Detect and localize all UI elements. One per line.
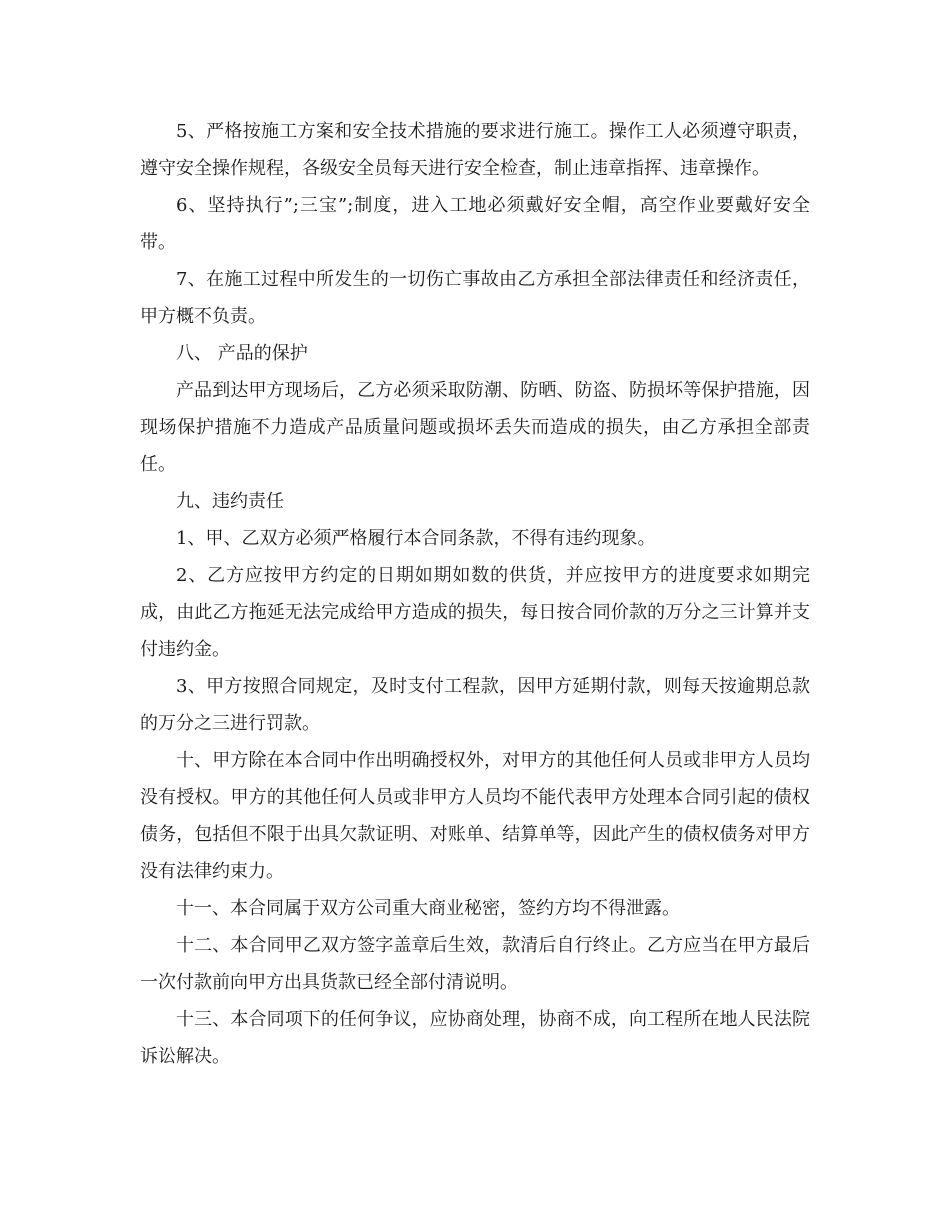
section-heading-breach-liability: 九、违约责任	[176, 491, 284, 512]
paragraph-product-protection: 产品到达甲方现场后，乙方必须采取防潮、防晒、防盗、防损坏等保护措施，因现场保护措施不力造成产品质量问题或损坏丢失而造成的损失，由乙方承担全部责任。	[140, 380, 810, 475]
section-heading-product-protection: 八、 产品的保护	[176, 343, 308, 364]
paragraph-clause-10: 十、甲方除在本合同中作出明确授权外，对甲方的其他任何人员或非甲方人员均没有授权。甲方的其他任何人员或非甲方人员均不能代表甲方处理本合同引起的债权债务，包括但不限于出具欠款证明、对账单、结算单等，因此产生的债权债务对甲方没有法律约束力。	[140, 750, 810, 882]
paragraph-clause-13: 十三、本合同项下的任何争议，应协商处理，协商不成，向工程所在地人民法院诉讼解决。	[140, 1009, 810, 1067]
paragraph-breach-1: 1、甲、乙双方必须严格履行本合同条款，不得有违约现象。	[176, 528, 656, 549]
paragraph-clause-12: 十二、本合同甲乙双方签字盖章后生效，款清后自行终止。乙方应当在甲方最后一次付款前向甲方出具货款已经全部付清说明。	[140, 935, 810, 993]
paragraph-breach-3: 3、甲方按照合同规定，及时支付工程款，因甲方延期付款，则每天按逾期总款的万分之三进行罚款。	[140, 676, 810, 734]
paragraph-clause-11: 十一、本合同属于双方公司重大商业秘密，签约方均不得泄露。	[176, 898, 680, 919]
paragraph-clause-7: 7、在施工过程中所发生的一切伤亡事故由乙方承担全部法律责任和经济责任，甲方概不负责。	[140, 269, 810, 327]
paragraph-clause-6: 6、坚持执行”;三宝”;制度，进入工地必须戴好安全帽，高空作业要戴好安全带。	[140, 195, 810, 253]
paragraph-breach-2: 2、乙方应按甲方约定的日期如期如数的供货，并应按甲方的进度要求如期完成，由此乙方拖延无法完成给甲方造成的损失，每日按合同价款的万分之三计算并支付违约金。	[140, 565, 810, 660]
paragraph-clause-5: 5、严格按施工方案和安全技术措施的要求进行施工。操作工人必须遵守职责，遵守安全操作规程，各级安全员每天进行安全检查，制止违章指挥、违章操作。	[140, 121, 810, 179]
document-body	[140, 113, 810, 1075]
